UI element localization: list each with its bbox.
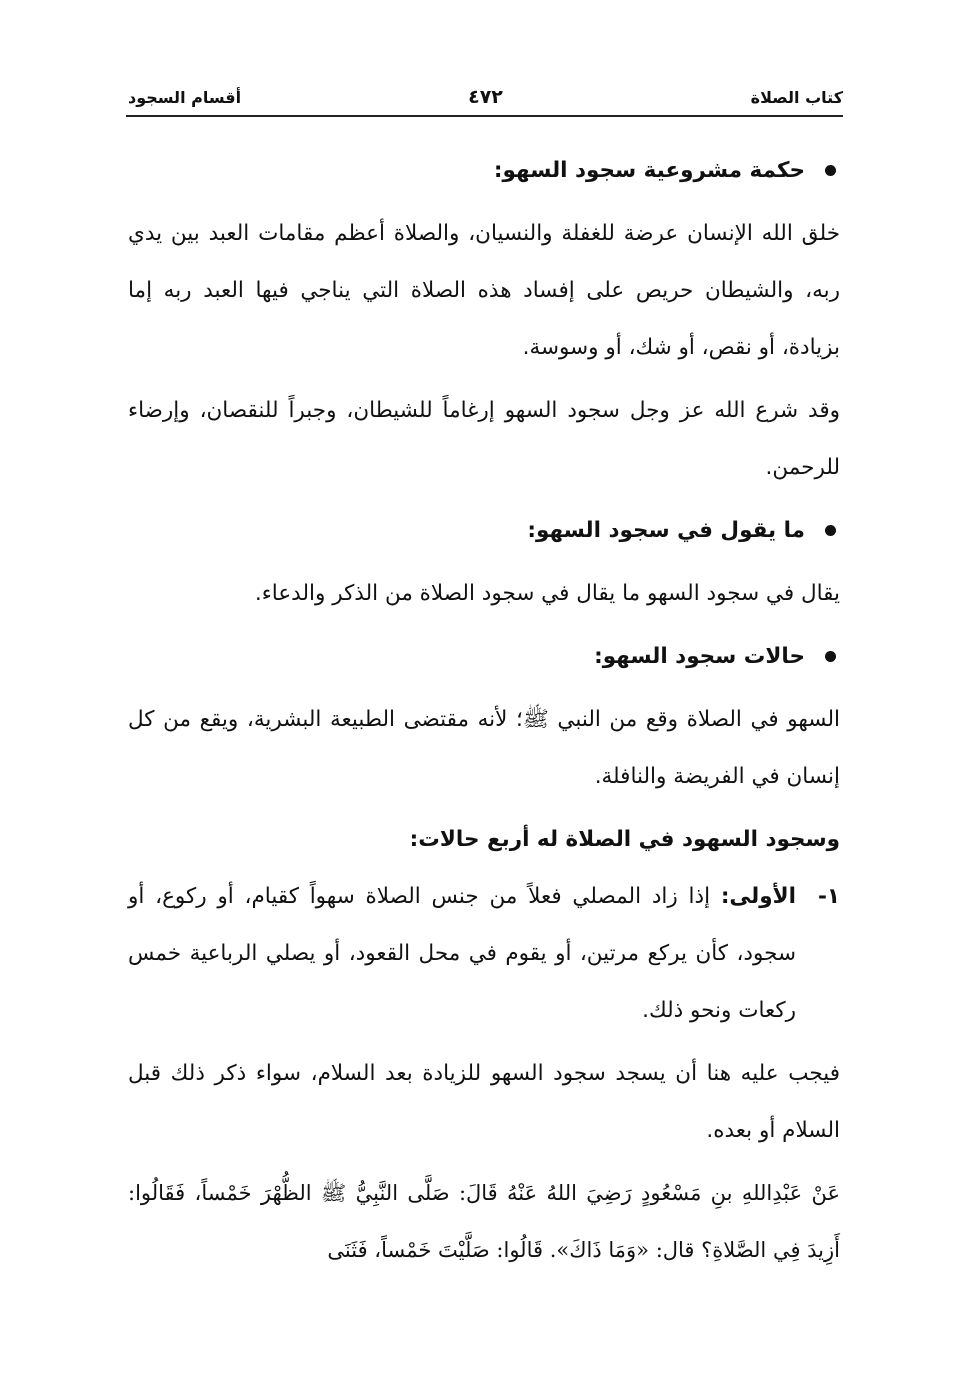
book-title: كتاب الصلاة xyxy=(750,88,843,107)
hadith-paragraph: عَنْ عَبْدِاللهِ بنِ مَسْعُودٍ رَضِيَ اللهُ عَنْهُ قَالَ: صَلَّى النَّبِيُّ ﷺ الظُّهْرَ خَمْساً، فَقَالُوا: أَزِيدَ فِي الصَّلاةِ؟ قال: «وَمَا ذَاكَ». قَالُوا: صَلَّيْتَ خَمْساً، فَثَنَى xyxy=(128,1181,840,1262)
page-body xyxy=(128,142,840,1279)
cases-heading xyxy=(128,628,840,685)
section-title: أقسام السجود xyxy=(128,88,242,107)
wisdom-paragraph-1: خلق الله الإنسان عرضة للغفلة والنسيان، والصلاة أعظم مقامات العبد بين يدي ربه، والشيطان حريص على إفساد هذه الصلاة التي يناجي فيها العبد ربه إما بزيادة، أو نقص، أو شك، أو وسوسة. xyxy=(128,221,840,360)
page-number: ٤٧٢ xyxy=(468,86,503,108)
what-to-say-heading-text: ما يقول في سجود السهو: xyxy=(527,518,805,543)
running-header xyxy=(128,84,843,114)
header-divider xyxy=(126,115,843,117)
what-to-say-heading xyxy=(128,502,840,559)
wisdom-heading-text: حكمة مشروعية سجود السهو: xyxy=(493,158,805,183)
item-body xyxy=(128,868,796,1039)
ruling-paragraph: فيجب عليه هنا أن يسجد سجود السهو للزيادة بعد السلام، سواء ذكر ذلك قبل السلام أو بعده. xyxy=(128,1061,840,1143)
bullet-icon xyxy=(825,651,836,662)
wisdom-paragraph-2: وقد شرع الله عز وجل سجود السهو إرغاماً للشيطان، وجبراً للنقصان، وإرضاء للرحمن. xyxy=(128,398,840,480)
item-text: إذا زاد المصلي فعلاً من جنس الصلاة سهواً كقيام، أو ركوع، أو سجود، كأن يركع مرتين، أو يقوم في محل القعود، أو يصلي الرباعية خمس ركعات ونحو ذلك. xyxy=(128,884,796,1023)
bullet-icon xyxy=(825,525,836,536)
bullet-icon xyxy=(825,165,836,176)
what-to-say-paragraph: يقال في سجود السهو ما يقال في سجود الصلاة من الذكر والدعاء. xyxy=(254,581,840,606)
cases-subheading: وسجود السهود في الصلاة له أربع حالات: xyxy=(409,827,840,852)
item-number: ١- xyxy=(817,884,840,909)
cases-paragraph: السهو في الصلاة وقع من النبي ﷺ؛ لأنه مقتضى الطبيعة البشرية، ويقع من كل إنسان في الفريضة والنافلة. xyxy=(128,707,840,789)
item-lead: الأولى: xyxy=(720,884,796,909)
wisdom-heading xyxy=(128,142,840,199)
numbered-item-1 xyxy=(128,868,840,1039)
cases-heading-text: حالات سجود السهو: xyxy=(594,644,805,669)
